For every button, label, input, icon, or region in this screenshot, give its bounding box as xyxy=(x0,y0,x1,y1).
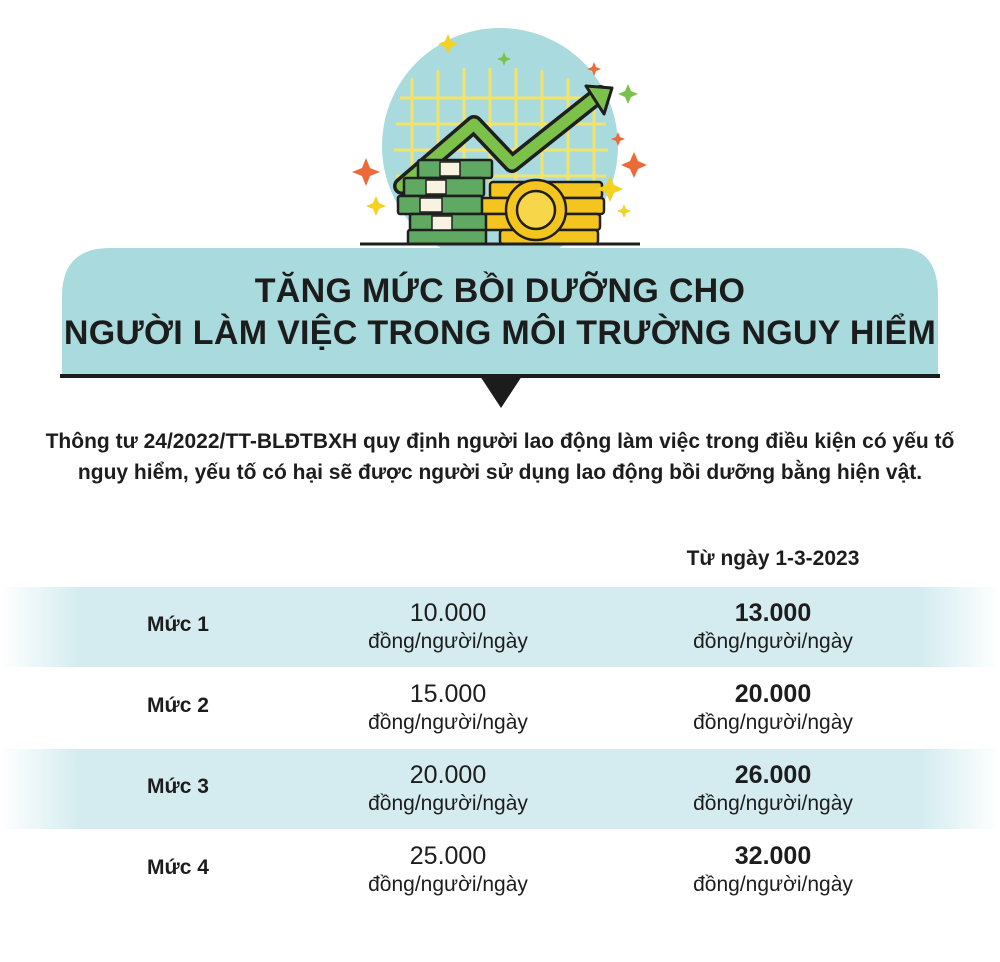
table-row xyxy=(0,749,1000,829)
new-unit: đồng/người/ngày xyxy=(693,792,853,815)
new-rate-cell xyxy=(623,599,923,656)
page-title-line-1: TĂNG MỨC BỒI DƯỠNG CHO xyxy=(254,272,746,310)
new-rate-column-header: Từ ngày 1-3-2023 xyxy=(686,547,860,570)
new-unit: đồng/người/ngày xyxy=(693,873,853,896)
table-row xyxy=(0,587,1000,667)
old-amount: 25.000 xyxy=(409,842,487,870)
money-growth-illustration xyxy=(340,28,660,250)
old-rate-cell xyxy=(298,761,598,818)
old-rate-cell xyxy=(298,599,598,656)
level-label: Mức 1 xyxy=(147,613,209,636)
new-rate-cell xyxy=(623,761,923,818)
new-rate-cell xyxy=(623,680,923,737)
old-rate-cell xyxy=(298,680,598,737)
old-unit: đồng/người/ngày xyxy=(368,711,528,734)
new-amount: 20.000 xyxy=(734,680,812,708)
new-unit: đồng/người/ngày xyxy=(693,711,853,734)
level-label: Mức 3 xyxy=(147,775,209,798)
old-unit: đồng/người/ngày xyxy=(368,630,528,653)
old-unit: đồng/người/ngày xyxy=(368,792,528,815)
old-unit: đồng/người/ngày xyxy=(368,873,528,896)
old-amount: 15.000 xyxy=(409,680,487,708)
new-unit: đồng/người/ngày xyxy=(693,630,853,653)
old-amount: 20.000 xyxy=(409,761,487,789)
new-rate-cell xyxy=(623,842,923,899)
intro-paragraph: Thông tư 24/2022/TT-BLĐTBXH quy định người lao động làm việc trong điều kiện có yếu tố nguy hiểm, yếu tố có hại sẽ được người sử dụng lao động bồi dưỡng bằng hiện vật. xyxy=(45,430,955,484)
new-amount: 13.000 xyxy=(734,599,812,627)
new-amount: 32.000 xyxy=(734,842,812,870)
old-rate-cell xyxy=(298,842,598,899)
table-row xyxy=(0,830,1000,910)
table-row xyxy=(0,668,1000,748)
old-amount: 10.000 xyxy=(409,599,487,627)
level-label: Mức 2 xyxy=(147,694,209,717)
level-label: Mức 4 xyxy=(147,856,209,879)
new-amount: 26.000 xyxy=(734,761,812,789)
page-title-line-2: NGƯỜI LÀM VIỆC TRONG MÔI TRƯỜNG NGUY HIỂM xyxy=(63,314,937,352)
